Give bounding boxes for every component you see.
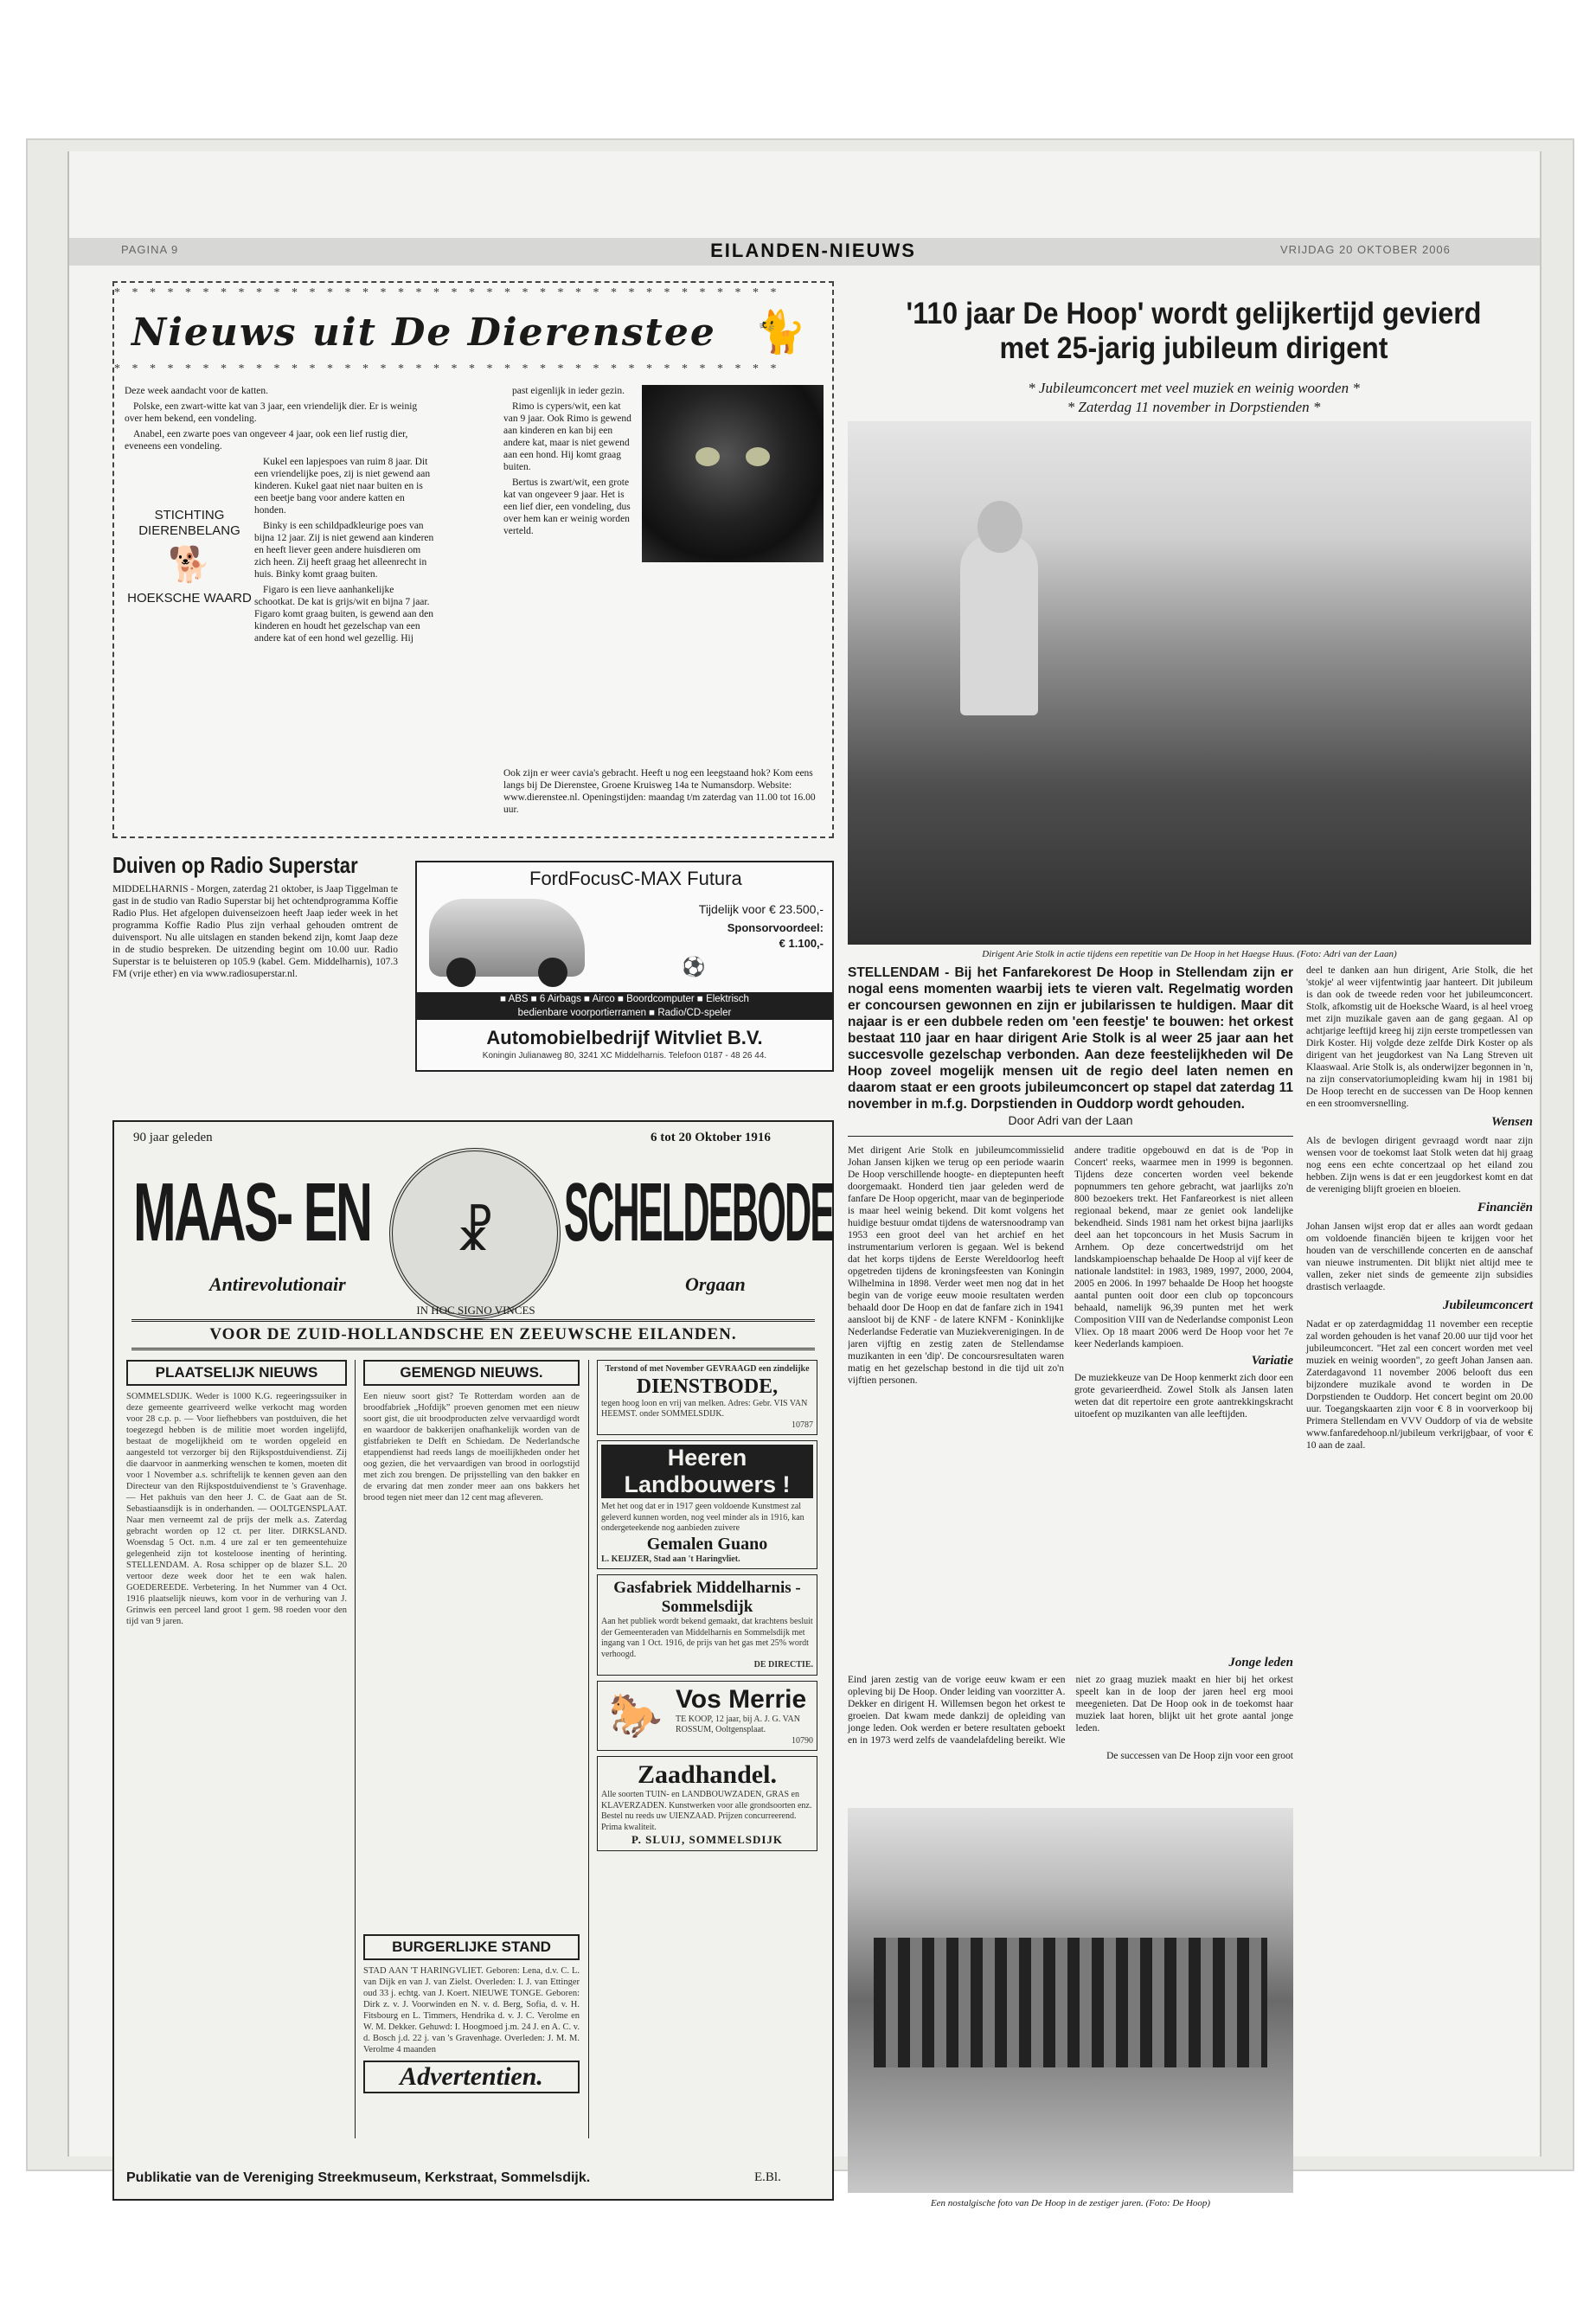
- masthead-left: MAAS- EN: [133, 1166, 371, 1259]
- ad-vos-merrie: [597, 1681, 817, 1752]
- conductor-figure: [960, 534, 1038, 715]
- ad-dienstbode-text: tegen hoog loon en vrij van melken. Adres: Gebr. VIS VAN HEEMST. onder SOMMELSDIJK.: [601, 1398, 808, 1419]
- ad-zaadhandel: [597, 1756, 817, 1851]
- paw-border-top: * * * * * * * * * * * * * * * * * * * * * * * * * * * * * * * * * * * * * *: [114, 286, 781, 299]
- newspaper-page: [67, 151, 1542, 2208]
- emblem-seal: [389, 1148, 561, 1319]
- plaatselijk-nieuws-head: PLAATSELIJK NIEUWS: [126, 1360, 347, 1386]
- chi-rho-icon: ☧: [455, 1205, 495, 1261]
- car-price: Tijdelijk voor € 23.500,-: [698, 902, 824, 916]
- sponsor-value: € 1.100,-: [779, 937, 824, 950]
- ad-dienstbode-main: DIENSTBODE,: [636, 1375, 779, 1398]
- hoop-jonge-leden-text: Eind jaren zestig van de vorige eeuw kwam er een opleving bij De Hoop. Onder leiding van voorzitter A. Dekker en dirigent H. Willemsen begon het orkest te groeien. Dat kwam mede dankzij de opleiding van jonge leden. Ook werden er betere resultaten geboekt en in 1973 werd zelfs de vaandelafdeling bereikt. Wie niet zo graag muziek maakt en hier bij het orkest speelt kan in de loop der jaren heel erg mooi meegenieten. Dat De Hoop ook in de toekomst haar muziek laat horen, blijkt uit het grote aantal jonge leden.: [848, 1675, 1293, 1746]
- animal-rimo: Rimo is cypers/wit, een kat van 9 jaar. Ook Rimo is gewend aan kinderen en kan bij een andere kat, maar is niet gewend aan een hond. Hij komt graag buiten.: [503, 401, 631, 472]
- hoop-continued: De successen van De Hoop zijn voor een groot: [1106, 1751, 1293, 1761]
- dierenstee-intro: Deze week aandacht voor de katten.: [125, 386, 269, 396]
- cat-photo: [642, 385, 824, 562]
- years-ago-label: 90 jaar geleden: [133, 1131, 213, 1144]
- ford-advertisement: [415, 861, 834, 1072]
- hoop-jubileumconcert-text: Nadat er op zaterdagmiddag 11 november een receptie zal worden gehouden is het vanaf 20.00 uur tijd voor het jubileumconcert. "Het zal een concert worden met veel muziek en weinig woorden", zo geeft Johan Jansen aan. Zaterdagavond 11 november 2006 belooft dus een bijzondere muzikale avond te worden in De Dorpstienden te Ouddorp. Het concert begint om 20.00 uur. Toegangskaarten zijn voor € 8 in voorverkoop bij Primera Stellendam en VVV Ouddorp of via de website www.fanfaredehoop.nl/jubileum verkrijgbaar, of voor € 10 aan de zaal.: [1306, 1319, 1533, 1451]
- ad-gasfabriek-main: Gasfabriek Middelharnis - Sommelsdijk: [613, 1579, 801, 1616]
- logo-bottom-text: HOEKSCHE WAARD: [127, 591, 252, 606]
- paw-border-bottom: * * * * * * * * * * * * * * * * * * * * * * * * * * * * * * * * * * * * * *: [114, 362, 781, 375]
- hoop-column-3-text: deel te danken aan hun dirigent, Arie Stolk, die het 'stokje' al weer vijfentwintig jaar hanteert. Dit jubileum is dan ook de tweede reden voor het jubileumconcert. Stolk, afkomstig uit de Hoeksche Waard, is al heel vroeg met zijn muzikale gaven aan de gang gegaan. Al op achtjarige leeftijd kreeg hij zijn eerste trompetlessen van Dirk Koster. Hij volgde deze zelfde Dirk Koster op als dirigent van het jeugdorkest van Na Lang Streven uit Klaaswaal. Arie Stolk is, als onderwijzer begonnen in 'n, na zijn conservatoriumopleiding kwam hij in 1981 bij De Hoop terecht en de successen van De Hoop kennen en een stroomversnelling.: [1306, 965, 1533, 1109]
- rehearsal-photo-caption: Dirigent Arie Stolk in actie tijdens een repetitie van De Hoop in het Haegse Huus. (Foto: Adri van der Laan): [982, 949, 1397, 959]
- subtitle-right: Orgaan: [685, 1273, 746, 1295]
- historic-column-2: [363, 1360, 580, 2093]
- subtitle-left: Antirevolutionair: [209, 1273, 346, 1295]
- ad-landbouwers-seller: L. KEIJZER, Stad aan 't Haringvliet.: [601, 1554, 740, 1564]
- rehearsal-photo: [848, 421, 1531, 945]
- newspaper-masthead: EILANDEN-NIEUWS: [710, 240, 916, 261]
- ad-gasfabriek-sign: DE DIRECTIE.: [753, 1660, 813, 1670]
- gemengd-nieuws-text: Een nieuw soort gist? Te Rotterdam worden aan de broodfabriek „Hofdijk” proeven genomen met een nieuw soort gist, die uit broodproducten zelve vervaardigd wordt en waardoor de bakkerijen onafhankelijk worden van de gistfabrieken te Delft en Schiedam. De Nederlandsche etappendienst had reeds langs de moeilijkheden onder het oog gezien, die het vervaardigen van brood in oorlogstijd met zich zou brengen. De prijsstelling van den bakker en de ervaring dat men zonder meer aan ons bakkers het brood tegen niet meer dan 12 cent mag afleveren.: [363, 1392, 580, 1503]
- cat-icon: 🐈: [754, 310, 806, 356]
- ad-dienstbode-num: 10787: [792, 1420, 813, 1430]
- hoop-headline-line-2: met 25-jarig jubileum dirigent: [999, 331, 1388, 365]
- gemengd-nieuws-head: GEMENGD NIEUWS.: [363, 1360, 580, 1386]
- historic-column-1: [126, 1360, 347, 1627]
- hoop-financien-text: Johan Jansen wijst erop dat er alles aan wordt gedaan om voldoende financiën bijeen te krijgen voor het houden van de verschillende concerten en de aanschaf van nieuwe instrumenten. Dit blijkt niet altijd mee te vallen, zeker niet sinds de gemeente zijn subsidies drastisch verlaagde.: [1306, 1221, 1533, 1292]
- duiven-body: MIDDELHARNIS - Morgen, zaterdag 21 oktober, is Jaap Tiggelman te gast in de studio van Radio Superstar bij het ochtendprogramma Koffie Radio Plus. Het afgelopen duivenseizoen heeft Jaap ieder week in het programma Koffie Radio Plus zijn verhaal gehouden omtrent de duivensport. Nu alle uitslagen en standen bekend zijn, komt Jaap deze in de studio bespreken. De uitzending begint om 10.00 uur. Radio Superstar is te beluisteren op 105.9 (kabel. Gem. Middelharnis), 107.3 FM (vrije ether) en via www.radiosuperstar.nl.: [112, 884, 398, 979]
- advertentien-head: Advertentien.: [363, 2061, 580, 2093]
- column-rule: [588, 1360, 589, 2138]
- credit-initials: E.Bl.: [754, 2170, 781, 2184]
- page-number: PAGINA 9: [121, 243, 179, 256]
- date-range-label: 6 tot 20 Oktober 1916: [651, 1131, 771, 1144]
- dealer-name: Automobielbedrijf Witvliet B.V.: [486, 1027, 763, 1048]
- streekmuseum-credit: Publikatie van de Vereniging Streekmuseum, Kerkstraat, Sommelsdijk.: [126, 2170, 591, 2185]
- hoop-variatie-text: De muziekkeuze van De Hoop kenmerkt zich door een grote gevarieerdheid. Zowel Stolk als Jansen laten weten dat dit repertoire een grote aantrekkingskracht uitoefent op muzikanten van alle leeftijden.: [1074, 1373, 1293, 1420]
- hoop-subheadline-2: * Zaterdag 11 november in Dorpstienden *: [1067, 399, 1321, 415]
- masthead-banner: VOOR DE ZUID-HOLLANDSCHE EN ZEEUWSCHE EILANDEN.: [131, 1319, 815, 1350]
- ad-landbouwers: [597, 1440, 817, 1569]
- animal-kukel: Kukel een lapjespoes van ruim 8 jaar. Dit een vriendelijke poes, zij is niet gewend aan kinderen. Kukel gaat niet naar buiten en is een beetje bang voor andere katten en honden.: [254, 457, 431, 516]
- maas-scheldebode-section: [112, 1120, 834, 2201]
- car-model: FordFocusC-MAX Futura: [529, 868, 742, 889]
- subhead-financien: Financiën: [1477, 1201, 1533, 1215]
- band-members-group: [874, 1938, 1267, 2067]
- sponsor-label: Sponsorvoordeel:: [727, 921, 824, 934]
- ad-landbouwers-product: Gemalen Guano: [646, 1534, 768, 1554]
- hoop-jonge-leden: [848, 1652, 1293, 1762]
- features-line-2: bedienbare voorportierramen ■ Radio/CD-speler: [517, 1008, 732, 1018]
- band-photo-caption: Een nostalgische foto van De Hoop in de zestiger jaren. (Foto: De Hoop): [930, 2198, 1211, 2208]
- ad-landbouwers-main: Heeren Landbouwers !: [601, 1445, 813, 1498]
- car-image: [429, 899, 585, 977]
- dierenstee-left-column: [125, 401, 436, 648]
- nostalgic-band-photo: [848, 1808, 1293, 2193]
- ad-zaadhandel-text: Alle soorten TUIN- en LANDBOUWZADEN, GRAS en KLAVERZADEN. Kunstwerken voor alle grondsoorten enz. Bestel nu reeds uw UIENZAAD. Prijzen concurreerend. Prima kwaliteit.: [601, 1790, 812, 1832]
- ad-vos-merrie-text: TE KOOP, 12 jaar, bij A. J. G. VAN ROSSUM, Ooltgensplaat.: [676, 1714, 800, 1734]
- ad-zaadhandel-sign: P. SLUIJ, SOMMELSDIJK: [631, 1833, 784, 1846]
- animal-anabel: Anabel, een zwarte poes van ongeveer 4 jaar, ook een lief rustig dier, eveneens een vondeling.: [125, 429, 408, 452]
- cat-eye-left: [695, 447, 720, 466]
- burgerlijke-stand-head: BURGERLIJKE STAND: [363, 1934, 580, 1960]
- horse-icon: 🐎: [608, 1690, 663, 1740]
- ad-dienstbode: [597, 1360, 817, 1435]
- ad-vos-merrie-num: 10790: [792, 1735, 813, 1746]
- motto: IN HOC SIGNO VINCES: [416, 1304, 535, 1317]
- car-features: [417, 992, 832, 1020]
- hoop-headline-line-1: '110 jaar De Hoop' wordt gelijkertijd gevierd: [906, 297, 1482, 330]
- hoop-subheadline-1: * Jubileumconcert met veel muziek en weinig woorden *: [1028, 380, 1360, 396]
- hoop-column-1: Met dirigent Arie Stolk en jubileumcommissielid Johan Jansen kijken we terug op een periode waarin De Hoop verschillende hoogte- en dieptepunten heeft doorgemaakt. Honderd tien jaar geleden werd de fanfare De Hoop opgericht, maar van de beginperiode is maar heel weinig bekend. Dit komt volgens het huidige bestuur omdat tijdens de watersnoodramp van 1953 een groot deel van het archief en het instrumentarium verloren is gegaan. Wel is bekend dat het korps tijdens de Eerste Wereldoorlog heeft opgetreden tijdens de kroningsfeesten van Koningin Wilhelmina in 1898. Verder weet men nog dat in het begin van de vorige eeuw mooie resultaten werden behaald door De Hoop en dat de fanfare zich in 1941 aansloot bij de KNF - de latere KNFM - Koninklijke Nederlandse Federatie van Muziekverenigingen. In de jaren vijftig en zestig zaten de Stellendamse muzikanten in een 'dip'. De concoursresultaten waren matig en het gezelschap bestond in die tijd uit zo'n vijftien personen.: [848, 1145, 1064, 1386]
- byline-rule: [848, 1136, 1293, 1137]
- dierenstee-right-column: [503, 385, 633, 541]
- animal-bertus: Bertus is zwart/wit, een grote kat van ongeveer 9 jaar. Het is een lief dier, een vondeling, dus over hem kan er weinig worden verteld.: [503, 478, 631, 536]
- champions-league-icon: ⚽: [682, 956, 706, 977]
- hoop-headline: [880, 297, 1509, 366]
- conductor-head: [977, 501, 1022, 553]
- subhead-variatie: Variatie: [1251, 1354, 1293, 1368]
- animal-binky: Binky is een schildpadkleurige poes van bijna 12 jaar. Zij is niet gewend aan kinderen en heeft liever geen andere huisdieren om zich heen. Zij heeft graag het alleenrecht in huis. Binky komt graag buiten.: [254, 521, 434, 580]
- subhead-wensen: Wensen: [1490, 1115, 1533, 1129]
- hoop-column-2: [1074, 1144, 1293, 1420]
- ad-dienstbode-top: Terstond of met November GEVRAAGD een zindelijke: [605, 1364, 810, 1374]
- ad-gasfabriek-text: Aan het publiek wordt bekend gemaakt, dat krachtens besluit der Gemeenteraden van Middelharnis en Sommelsdijk met ingang van 1 Oct. 1916, de prijs van het gas met 25% wordt verhoogd.: [601, 1617, 813, 1659]
- ad-landbouwers-text: Met het oog dat er in 1917 geen voldoende Kunstmest zal geleverd kunnen worden, nog veel minder als in 1916, kan ondergeteekende nog aanbieden zuivere: [601, 1502, 804, 1533]
- plaatselijk-nieuws-text: SOMMELSDIJK. Weder is 1000 K.G. regeeringssuiker in deze gemeente gearriveerd welke verkocht mag worden voor 28 c.p. p. — Voor liefhebbers van postduiven, die het toegezegd hebben is de militie moet worden ingelijfd, bestaat de mogelijkheid om te worden opgeleid en aangesteld tot verzorger bij den Rijkspostduivendienst. Zij die daarvoor in aanmerking wenschen te komen, moeten dit voor 1 November a.s. schriftelijk te kennen geven aan den Directeur van den Rijkspostduivendienst te 's Gravenhage. — Het pakhuis van den heer J. C. de Gaat aan de St. Sebastiaansdijk is in onderhanden. — OOLTGENSPLAAT. Naar men verneemt zal de prijs der melk a.s. Zaterdag gebracht worden op 12 ct. per liter. DIRKSLAND. Woensdag 5 Oct. n.m. 4 ure zal er ten gemeentehuize gelegenheid zijn tot kosteloose inenting of herinting. STELLENDAM. A. Rosa schipper op de blazer S.L. 20 vertoor deze week door het te een wak halen. GOEDEREEDE. Verbetering. In het Nummer van 4 Oct. 1916 plaatselijk nieuws, kom voor in de verhuring van J. Grinwis een perceel land groot 1 gem. 98 roeden voor den tijd van 9 jaren.: [126, 1392, 347, 1626]
- animals-logo-icon: 🐕: [168, 545, 211, 584]
- figaro-continued: past eigenlijk in ieder gezin.: [512, 386, 625, 396]
- features-line-1: ■ ABS ■ 6 Airbags ■ Airco ■ Boordcomputer ■ Elektrisch: [500, 994, 749, 1004]
- dierenstee-footer: Ook zijn er weer cavia's gebracht. Heeft u nog een leegstaand hok? Kom eens langs bij De Dierenstee, Groene Kruisweg 14a te Numansdorp. Website: www.dierenstee.nl. Openingstijden: maandag t/m zaterdag van 11.00 tot 16.00 uur.: [503, 768, 816, 815]
- burgerlijke-stand-text: STAD AAN 'T HARINGVLIET. Geboren: Lena, d.v. C. L. van Dijk en van J. van Zielst. Overleden: I. J. van Ettinger oud 33 j. echtg. van J. Koert. NIEUWE TONGE. Geboren: Dirk z. v. J. Voorwinden en N. v. d. Berg, Sofia, d. v. H. Fitsbourg en L. Timmers, Hendrika d. v. J. C. Verolme en W. M. Dekker. Gehuwd: I. Hoogmoed j.m. 24 J. en A. C. v. d. Bosch j.d. 22 j. van 's Gravenhage. Overleden: J. M. M. Verolme 4 maanden: [363, 1966, 580, 2054]
- dealer-address: Koningin Julianaweg 80, 3241 XC Middelharnis. Telefoon 0187 - 48 26 44.: [482, 1051, 767, 1061]
- column-rule: [355, 1360, 356, 2138]
- historic-column-3-ads: [597, 1360, 817, 1851]
- dierenstee-section: [112, 281, 834, 838]
- duiven-headline: Duiven op Radio Superstar: [112, 852, 358, 878]
- hoop-lead: STELLENDAM - Bij het Fanfarekorest De Hoop in Stellendam zijn er nogal eens momenten waarbij iets te vieren valt. Regelmatig worden er concoursen gewonnen en zijn er jubilarissen te huldigen. Maar dit najaar is er een dubbele reden om 'een feestje' te bouwen: het orkest bestaat 110 jaar en haar dirigent Arie Stolk is al weer 25 jaar aan het succesvolle gezelschap verbonden. Aan deze feestelijkheden wil De Hoop zoveel mogelijk mensen uit de regio deel laten nemen en daarom staat er een groots jubileumconcert op stapel dat zaterdag 11 november in m.f.g. Dorpstienden in Ouddorp wordt gehouden.: [848, 965, 1293, 1112]
- animal-polske: Polske, een zwart-witte kat van 3 jaar, een vriendelijk dier. Er is weinig over hem bekend, een vondeling.: [125, 401, 418, 424]
- car-wheel-front: [446, 958, 476, 987]
- hoop-byline: Door Adri van der Laan: [1008, 1113, 1133, 1127]
- subhead-jonge-leden: Jonge leden: [1228, 1656, 1293, 1670]
- subhead-jubileumconcert: Jubileumconcert: [1442, 1298, 1533, 1312]
- issue-date: VRIJDAG 20 OKTOBER 2006: [1280, 243, 1451, 256]
- ad-gasfabriek: [597, 1574, 817, 1676]
- masthead-right: SCHELDEBODE: [564, 1166, 834, 1259]
- dierenstee-title: Nieuws uit De Dierenstee: [131, 311, 716, 355]
- ad-zaadhandel-main: Zaadhandel.: [638, 1760, 777, 1789]
- hoop-wensen-text: Als de bevlogen dirigent gevraagd wordt naar zijn wensen voor de toekomst laat Stolk weten dat hij graag nog eens een echte concertzaal op het eiland zou hebben. Zijn wens is dat er een jeugdorkest komt en dat de vereniging blijft groeien en bloeien.: [1306, 1136, 1533, 1195]
- duiven-article: [112, 852, 398, 980]
- logo-top-text: STICHTING DIERENBELANG: [138, 508, 240, 538]
- car-wheel-rear: [538, 958, 567, 987]
- hoop-column-2-text: andere traditie opgebouwd en dat is de 'Pop in Concert' reeks, waarmee men in 1999 is begonnen. Tijdens deze concerten worden veel bekende popnummers ten gehore gebracht, wat jaarlijks zo'n 800 bezoekers trekt. Het Fanfareorkest is niet alleen regionaal bekend, maar ze geniet ook landelijke bekendheid. Sinds 1981 nam het orkest bijna jaarlijks deel aan het topconcours in het Musis Sacrum in Arnhem. Op deze concertwedstrijd om het landskampioenschap behaalde De Hoop al vijf keer de nationale landstitel: in 1983, 1989, 1997, 2000, 2004, 2005 en 2006. In 1997 behaalde De Hoop het hoogste aantal punten ooit door een club op topconcours behaald, namelijk 96,39 punten met het werk Composition VIII van de Nederlandse componist Leon Vliex. Op 18 maart 2006 werd De Hoop voor het 7e keer Nederlands kampioen.: [1074, 1145, 1293, 1349]
- dierenbelang-logo: [125, 456, 254, 648]
- ad-vos-merrie-main: Vos Merrie: [676, 1684, 807, 1714]
- cat-eye-right: [746, 447, 770, 466]
- hoop-column-3: [1306, 965, 1533, 1452]
- animal-figaro: Figaro is een lieve aanhankelijke schootkat. De kat is grijs/wit en bijna 7 jaar. Figaro komt graag buiten, is gewend aan den kinderen en houdt het gezelschap van een andere kat of een hond wel gezellig. Hij: [254, 585, 433, 644]
